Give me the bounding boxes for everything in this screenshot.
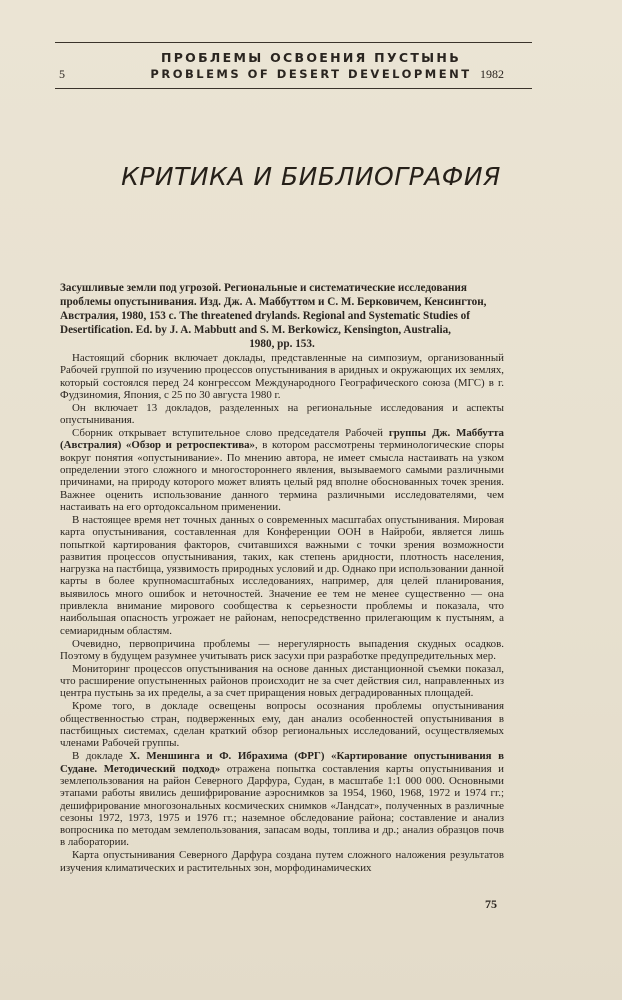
section-title: КРИТИКА И БИБЛИОГРАФИЯ [121,162,501,191]
body-paragraph [60,849,504,874]
text-run: Кроме того, в докладе освещены вопросы осознания проблемы опустынивания общественностью стран, подверженных ему, дан анализ особенностей опустынивания в пастбищных системах, сделан краткий обзор региональных исследований, осуществляемых членами Рабочей группы. [60,700,504,750]
text-run: В докладе [72,750,130,763]
bibliography-line: проблемы опустынивания. Изд. Дж. А. Маббуттом и С. М. Берковичем, Кенсингтон, [60,295,487,308]
text-run: В настоящее время нет точных данных о современных масштабах опустынивания. Мировая карта опустынивания, составленная для Конференции ООН в Найроби, является лишь попыткой картирования факторов, считавшихся важными с точки зрения возможности развития процессов опустынивания, таких, как степень аридности, плотность населения, нагрузка на пастбища, уязвимость природных условий и др. Однако при использовании данной карты в более крупномасштабных исследованиях, например, для целей планирования, выявилось много ошибок и неточностей. Значение ее тем не менее существенно — она привлекла внимание мирового сообщества к серьезности проблемы и показала, что наибольшая опасность угрожает не районам, непосредственно прилегающим к пустыням, а семиаридным областям. [60,513,504,637]
text-run: Он включает 13 докладов, разделенных на региональные исследования и аспекты опустынивания. [60,401,504,427]
issue-number: 5 [59,67,65,81]
emphasized-text: группы Дж. Маббутта (Австралия) «Обзор и ретроспектива» [60,427,504,452]
bibliography-line: Засушливые земли под угрозой. Региональные и систематические исследования [60,282,467,294]
text-run: Сборник открывает вступительное слово председателя Рабочей [72,427,389,440]
body-paragraph [60,663,504,700]
body-paragraph [60,700,504,749]
body-paragraph [60,514,504,637]
text-run: Карта опустынивания Северного Дарфура создана путем сложного наложения результатов изучения климатических и растительных зон, морфодинамических [60,849,504,874]
bibliography-line: Desertification. Ed. by J. A. Mabbutt and S. M. Berkowicz, Kensington, Australia, [60,323,451,336]
header-top-rule [55,42,532,43]
header-bottom-rule [55,88,532,89]
body-paragraph [60,352,504,401]
body-paragraph [60,638,504,663]
text-run: отражена попытка составления карты опустынивания и землепользования на район Северного Дарфура, Судан, в масштабе 1:1 000 000. Основными этапами работы явились дешифрирование аэроснимков за 1954, 1960, 1968, 1972 и 1974 гг.; дешифрирование многозональных космических снимков «Ландсат», полученных в различные сезоны 1972, 1973, 1975 и 1976 гг.; наземное обследование района; составление и анализ вопросника по методам землепользования, запасам воды, топлива и др.; анализ образцов почв в лаборатории. [60,762,504,849]
bibliographic-entry [60,282,504,352]
emphasized-text: Х. Меншинга и Ф. Ибрахима (ФРГ) «Картирование опустынивания в Судане. Методический подход» [60,750,504,775]
body-paragraph [60,402,504,427]
journal-title-russian: ПРОБЛЕМЫ ОСВОЕНИЯ ПУСТЫНЬ [160,50,462,65]
text-run: Очевидно, первопричина проблемы — нерегулярность выпадения скудных осадков. Поэтому в будущем разумнее учитывать риск засухи при разработке предупредительных мер. [60,637,504,662]
bibliography-line: 1980, pp. 153. [249,337,315,350]
body-paragraph [60,427,504,513]
text-run: Мониторинг процессов опустынивания на основе данных дистанционной съемки показал, что расширение опустыненных районов происходит не за счет действия сил, направленных из центра пустынь за их пределы, а за счет приращения новых деградированных площадей. [60,662,504,700]
journal-title-english: PROBLEMS OF DESERT DEVELOPMENT [150,67,472,81]
review-body-text [60,352,504,875]
bibliography-line: Австралия, 1980, 153 с. The threatened drylands. Regional and Systematic Studies of [60,309,470,322]
text-run: Настоящий сборник включает доклады, представленные на симпозиум, организованный Рабочей группой по изучению процессов опустынивания в аридных и окружающих их землях, который состоялся перед 24 конгрессом Международного Географического союза (МГС) в г. Фудзиномия, Япония, с 25 по 30 августа 1980 г. [60,352,504,401]
text-run: , в котором рассмотрены терминологические споры вокруг понятия «опустынивание». По мнению автора, не имеет смысла настаивать на узком определении этого сложного и многостороннего явления, вызываемого самыми различными причинами, на природу которого может влиять целый ряд вполне обоснованных точек зрения. Важнее оценить использование данного термина различными исследователями, чем настаивать на его ортодоксальном применении. [60,439,505,513]
page-number: 75 [485,897,497,911]
publication-year: 1982 [480,67,504,81]
body-paragraph [60,750,504,848]
